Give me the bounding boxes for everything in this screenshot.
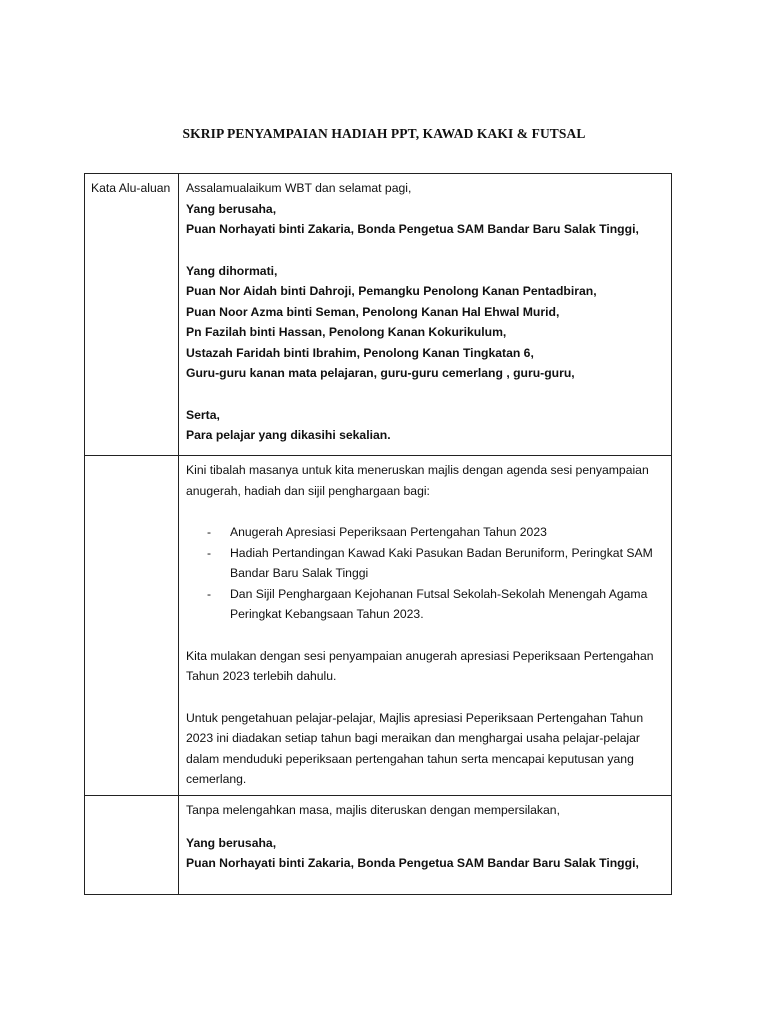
paragraph: Kita mulakan dengan sesi penyampaian anugerah apresiasi Peperiksaan Pertengahan Tahun 2023 terlebih dahulu. [186,648,654,683]
list-item [207,522,657,543]
intro-text: Tanpa melengahkan masa, majlis diteruskan dengan mempersilakan, [186,803,560,817]
guest-line: Puan Nor Aidah binti Dahroji, Pemangku Penolong Kanan Pentadbiran, [186,284,597,298]
list-item-text: Hadiah Pertandingan Kawad Kaki Pasukan Badan Beruniform, Peringkat SAM Bandar Baru Salak Tinggi [230,545,653,580]
serta-text: Serta, [186,407,220,422]
row-label [85,796,179,895]
guest-line: Pn Fazilah binti Hassan, Penolong Kanan Kokurikulum, [186,325,507,339]
dash-bullet: - [207,586,212,601]
yang-berusaha-text: Yang berusaha, [186,835,277,850]
list-item-text: Anugerah Apresiasi Peperiksaan Pertengahan Tahun 2023 [230,525,547,539]
row-label: Kata Alu-aluan [85,174,179,456]
table-row [85,174,672,456]
dash-bullet: - [207,525,212,539]
guest-line: Puan Noor Azma binti Seman, Penolong Kanan Hal Ehwal Murid, [186,304,560,319]
list-item-text: Dan Sijil Penghargaan Kejohanan Futsal Sekolah-Sekolah Menengah Agama Peringkat Kebangsaan Tahun 2023. [230,586,648,621]
table-row [85,456,672,796]
pengetua-text: Puan Norhayati binti Zakaria, Bonda Pengetua SAM Bandar Baru Salak Tinggi, [186,222,639,236]
row-content [179,174,672,456]
pelajar-text: Para pelajar yang dikasihi sekalian. [186,428,391,442]
pengetua-text: Puan Norhayati binti Zakaria, Bonda Pengetua SAM Bandar Baru Salak Tinggi, [186,856,639,870]
yang-dihormati-text: Yang dihormati, [186,263,278,278]
row-content [179,456,672,796]
guest-line: Guru-guru kanan mata pelajaran, guru-guru cemerlang , guru-guru, [186,366,575,380]
table-row [85,796,672,895]
yang-berusaha-text: Yang berusaha, [186,201,277,216]
award-list [186,522,657,625]
intro-text: Kini tibalah masanya untuk kita meneruskan majlis dengan agenda sesi penyampaian anugerah, hadiah dan sijil penghargaan bagi: [186,463,649,498]
guest-line: Ustazah Faridah binti Ibrahim, Penolong Kanan Tingkatan 6, [186,345,534,360]
page-title: SKRIP PENYAMPAIAN HADIAH PPT, KAWAD KAKI & FUTSAL [182,126,586,141]
list-item [207,584,657,625]
row-content [179,796,672,895]
script-table [84,173,672,895]
greeting-text: Assalamualaikum WBT dan selamat pagi, [186,181,412,195]
dash-bullet: - [207,545,212,560]
row-label [85,456,179,796]
list-item [207,543,657,584]
paragraph: Untuk pengetahuan pelajar-pelajar, Majlis apresiasi Peperiksaan Pertengahan Tahun 2023 ini diadakan setiap tahun bagi meraikan dan menghargai usaha pelajar-pelajar dalam menduduki peperiksaan pertengahan tahun serta mencapai keputusan yang cemerlang. [186,710,644,786]
